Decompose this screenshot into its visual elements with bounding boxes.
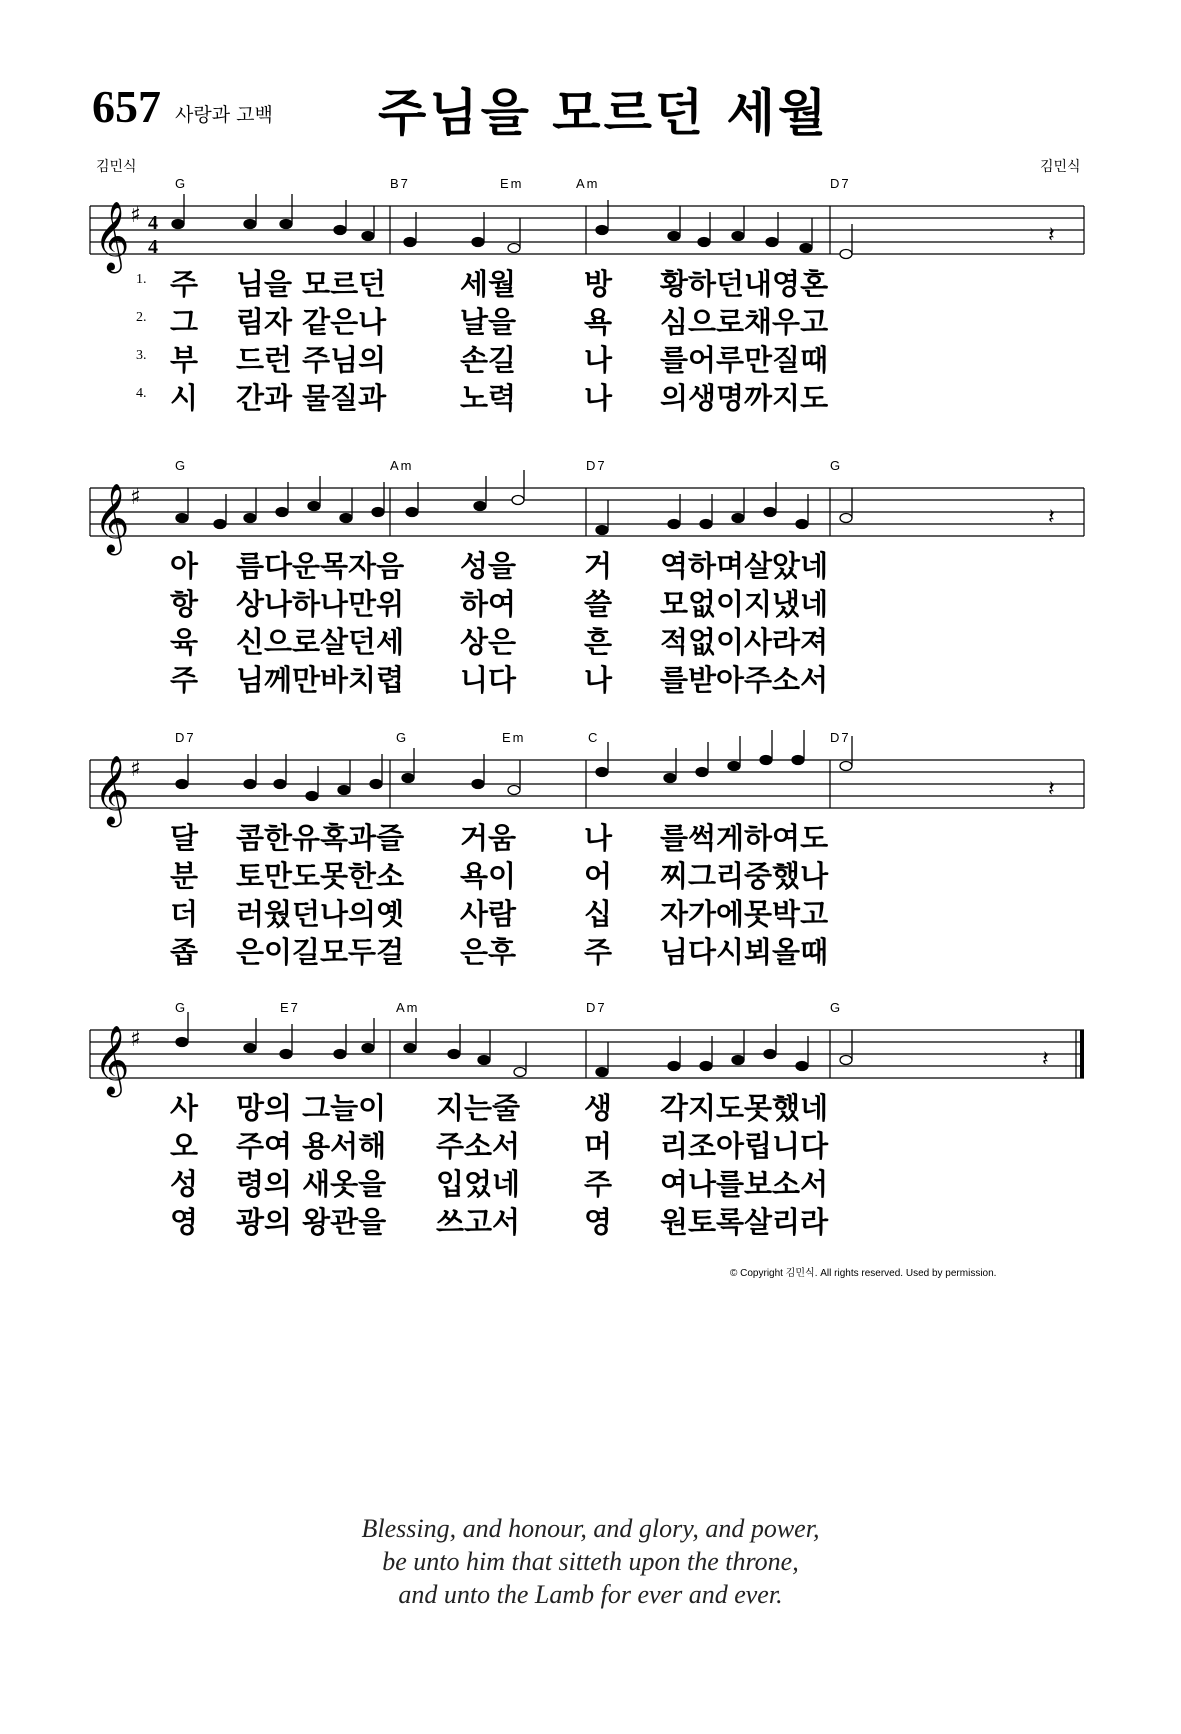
note: [596, 226, 608, 235]
lyric-phrase: 하여: [460, 587, 517, 621]
lyric-syllable: 성: [170, 1167, 199, 1201]
time-signature-bottom: 4: [148, 236, 158, 258]
note: [800, 244, 812, 253]
chord-symbol: D7: [586, 458, 607, 473]
rest: 𝄽: [1048, 505, 1055, 530]
lyric-line-verse-3: [154, 1162, 1054, 1200]
lyric-phrase: 입었네: [436, 1167, 521, 1201]
lyric-syllable: 생: [584, 1091, 613, 1125]
lyric-syllable: 나: [584, 343, 613, 377]
music-system-4: [90, 1000, 1084, 1240]
lyric-syllable: 항: [170, 587, 199, 621]
note: [732, 514, 744, 523]
verse-number: 4.: [136, 386, 147, 401]
chord-symbol: G: [396, 730, 409, 745]
chord-symbol: G: [175, 1000, 188, 1015]
lyric-line-verse-2: [136, 300, 1054, 339]
lyric-phrase: 토만도못한소: [236, 859, 405, 893]
note: [362, 1044, 374, 1053]
note: [840, 250, 852, 259]
lyric-syllable: 나: [584, 821, 613, 855]
note: [176, 1038, 188, 1047]
note: [764, 1050, 776, 1059]
chord-symbol: D7: [830, 176, 851, 191]
lyric-syllable: 주: [170, 663, 199, 697]
quote-line: be unto him that sitteth upon the throne,: [382, 1547, 799, 1576]
note: [732, 232, 744, 241]
lyric-line-verse-1: [136, 262, 1054, 301]
lyric-line-verse-2: [154, 854, 1054, 892]
note: [276, 508, 288, 517]
treble-clef: 𝄞: [94, 1025, 130, 1095]
lyric-phrase: 령의 새옷을: [236, 1167, 387, 1201]
note: [402, 774, 414, 783]
treble-clef: 𝄞: [94, 201, 130, 271]
quote-line: Blessing, and honour, and glory, and power,: [361, 1514, 820, 1543]
lyricist: 김민식: [96, 159, 137, 175]
lyric-syllable: 십: [584, 897, 613, 931]
lyric-phrase: 모없이지냈네: [660, 587, 829, 621]
chord-symbol: Am: [396, 1000, 420, 1015]
chord-symbol: C: [588, 730, 600, 745]
note: [334, 226, 346, 235]
lyric-phrase: 거움: [460, 821, 517, 855]
lyric-line-verse-4: [136, 376, 1054, 415]
lyric-phrase: 은후: [460, 935, 517, 969]
chord-symbol: B7: [390, 176, 410, 191]
lyric-phrase: 세월: [460, 267, 517, 301]
verse-number: 2.: [136, 310, 147, 325]
key-signature-sharp: ♯: [130, 203, 141, 228]
lyric-line-verse-4: [154, 658, 1054, 696]
hymn-number: 657: [92, 81, 161, 132]
chord-symbol: G: [175, 176, 188, 191]
chord-symbol: G: [830, 1000, 843, 1015]
note: [596, 1068, 608, 1077]
lyric-phrase: 주소서: [436, 1129, 521, 1163]
music-system-1: [90, 176, 1084, 416]
lyric-phrase: 적없이사라져: [660, 625, 829, 659]
note: [404, 238, 416, 247]
note: [668, 520, 680, 529]
note: [372, 508, 384, 517]
note: [280, 1050, 292, 1059]
lyric-phrase: 상은: [460, 625, 517, 659]
hymn-category: 사랑과 고백: [175, 104, 273, 126]
lyric-syllable: 영: [170, 1205, 199, 1239]
lyric-phrase: 를받아주소서: [660, 663, 829, 697]
note: [732, 1056, 744, 1065]
note: [306, 792, 318, 801]
note: [474, 502, 486, 511]
note: [176, 514, 188, 523]
lyric-syllable: 나: [584, 663, 613, 697]
lyric-phrase: 은이길모두걸: [236, 935, 405, 969]
chord-symbol: Em: [500, 176, 524, 191]
lyric-syllable: 오: [170, 1129, 199, 1163]
lyric-line-verse-2: [154, 1124, 1054, 1162]
lyric-phrase: 여나를보소서: [660, 1167, 829, 1201]
note: [406, 508, 418, 517]
hymn-title: 주님을 모르던 세월: [378, 84, 830, 142]
rest: 𝄽: [1048, 777, 1055, 802]
lyric-syllable: 주: [584, 935, 613, 969]
lyric-phrase: 님을 모르던: [236, 267, 387, 301]
scripture-quote: [0, 1512, 1181, 1611]
lyric-syllable: 욕: [584, 305, 613, 339]
lyric-syllable: 달: [170, 821, 199, 855]
music-system-3: [90, 730, 1084, 970]
lyric-phrase: 리조아립니다: [660, 1129, 829, 1163]
note: [792, 756, 804, 765]
lyric-phrase: 주여 용서해: [236, 1129, 387, 1163]
note: [764, 508, 776, 517]
lyric-phrase: 자가에못박고: [660, 897, 829, 931]
lyric-syllable: 어: [584, 859, 613, 893]
note: [244, 220, 256, 229]
lyric-syllable: 주: [170, 267, 199, 301]
note: [664, 774, 676, 783]
note: [472, 238, 484, 247]
note: [698, 238, 710, 247]
note: [308, 502, 320, 511]
lyric-phrase: 망의 그늘이: [236, 1091, 387, 1125]
lyric-syllable: 방: [584, 267, 613, 301]
note: [508, 244, 520, 253]
lyric-phrase: 각지도못했네: [660, 1091, 829, 1125]
copyright-notice: © Copyright 김민식. All rights reserved. Used by permission.: [730, 1268, 997, 1279]
lyric-syllable: 흔: [584, 625, 613, 659]
lyric-syllable: 좁: [170, 935, 199, 969]
note: [840, 514, 852, 523]
lyric-phrase: 간과 물질과: [236, 381, 387, 415]
note: [840, 762, 852, 771]
final-barline: [1080, 1030, 1084, 1078]
note: [214, 520, 226, 529]
note: [478, 1056, 490, 1065]
lyric-syllable: 영: [584, 1205, 613, 1239]
note: [244, 514, 256, 523]
lyric-phrase: 노력: [460, 381, 517, 415]
lyric-phrase: 황하던내영혼: [660, 267, 829, 301]
note: [340, 514, 352, 523]
lyric-phrase: 님다시뵈올때: [660, 935, 829, 969]
verse-number: 1.: [136, 272, 147, 287]
lyric-phrase: 날을: [460, 305, 517, 339]
lyric-syllable: 나: [584, 381, 613, 415]
lyric-line-verse-2: [154, 582, 1054, 620]
lyric-phrase: 찌그리중했나: [660, 859, 829, 893]
note: [766, 238, 778, 247]
note: [448, 1050, 460, 1059]
lyric-phrase: 쓰고서: [436, 1205, 521, 1239]
lyric-phrase: 광의 왕관을: [236, 1205, 387, 1239]
rest: 𝄽: [1042, 1047, 1049, 1072]
lyric-phrase: 지는줄: [436, 1091, 521, 1125]
lyric-syllable: 분: [170, 859, 199, 893]
composer: 김민식: [1040, 159, 1081, 175]
lyric-phrase: 신으로살던세: [236, 625, 405, 659]
lyric-phrase: 상나하나만위: [236, 587, 405, 621]
lyric-phrase: 를썩게하여도: [660, 821, 829, 855]
lyric-phrase: 콤한유혹과즐: [236, 821, 405, 855]
lyric-phrase: 드런 주님의: [236, 343, 387, 377]
lyric-syllable: 아: [170, 549, 199, 583]
lyric-phrase: 름다운목자음: [236, 549, 405, 583]
lyric-line-verse-3: [154, 620, 1054, 658]
lyric-syllable: 머: [584, 1129, 613, 1163]
note: [362, 232, 374, 241]
lyric-line-verse-1: [154, 816, 1054, 854]
note: [668, 232, 680, 241]
chord-symbol: E7: [280, 1000, 300, 1015]
note: [796, 520, 808, 529]
lyric-phrase: 심으로채우고: [660, 305, 829, 339]
note: [728, 762, 740, 771]
lyric-syllable: 사: [170, 1091, 199, 1125]
music-system-2: [90, 458, 1084, 698]
note: [596, 768, 608, 777]
lyric-phrase: 손길: [460, 343, 517, 377]
lyric-phrase: 니다: [460, 663, 517, 697]
lyric-syllable: 쓸: [584, 587, 613, 621]
note: [274, 780, 286, 789]
lyric-line-verse-1: [154, 544, 1054, 582]
note: [596, 526, 608, 535]
note: [668, 1062, 680, 1071]
lyric-phrase: 님께만바치렵: [236, 663, 405, 697]
chord-symbol: D7: [830, 730, 851, 745]
note: [840, 1056, 852, 1065]
lyric-phrase: 를어루만질때: [660, 343, 829, 377]
note: [512, 496, 524, 505]
key-signature-sharp: ♯: [130, 757, 141, 782]
lyric-syllable: 시: [170, 381, 199, 415]
lyric-line-verse-1: [154, 1086, 1054, 1124]
note: [760, 756, 772, 765]
chord-symbol: G: [175, 458, 188, 473]
lyric-syllable: 거: [584, 549, 613, 583]
lyric-phrase: 림자 같은나: [236, 305, 387, 339]
note: [334, 1050, 346, 1059]
note: [338, 786, 350, 795]
note: [404, 1044, 416, 1053]
note: [796, 1062, 808, 1071]
lyric-phrase: 욕이: [460, 859, 517, 893]
note: [172, 220, 184, 229]
note: [472, 780, 484, 789]
note: [508, 786, 520, 795]
rest: 𝄽: [1048, 223, 1055, 248]
note: [280, 220, 292, 229]
time-signature-top: 4: [148, 212, 158, 234]
note: [370, 780, 382, 789]
lyric-phrase: 성을: [460, 549, 517, 583]
note: [696, 768, 708, 777]
chord-symbol: Am: [576, 176, 600, 191]
lyric-line-verse-3: [136, 338, 1054, 377]
chord-symbol: Em: [502, 730, 526, 745]
lyric-syllable: 주: [584, 1167, 613, 1201]
note: [700, 1062, 712, 1071]
lyric-syllable: 그: [170, 305, 199, 339]
note: [514, 1068, 526, 1077]
note: [244, 1044, 256, 1053]
lyric-line-verse-3: [154, 892, 1054, 930]
lyric-syllable: 부: [170, 343, 199, 377]
lyric-syllable: 더: [170, 897, 199, 931]
chord-symbol: G: [830, 458, 843, 473]
lyric-phrase: 사람: [460, 897, 517, 931]
lyric-phrase: 원토록살리라: [660, 1205, 829, 1239]
lyric-line-verse-4: [154, 930, 1054, 968]
key-signature-sharp: ♯: [130, 1027, 141, 1052]
chord-symbol: D7: [175, 730, 196, 745]
treble-clef: 𝄞: [94, 755, 130, 825]
treble-clef: 𝄞: [94, 483, 130, 553]
lyric-phrase: 의생명까지도: [660, 381, 829, 415]
lyric-line-verse-4: [154, 1200, 1054, 1238]
chord-symbol: D7: [586, 1000, 607, 1015]
lyric-phrase: 러웠던나의옛: [236, 897, 405, 931]
note: [244, 780, 256, 789]
quote-line: and unto the Lamb for ever and ever.: [398, 1580, 783, 1609]
key-signature-sharp: ♯: [130, 485, 141, 510]
note: [176, 780, 188, 789]
lyric-syllable: 육: [170, 625, 199, 659]
lyric-phrase: 역하며살았네: [660, 549, 829, 583]
note: [700, 520, 712, 529]
verse-number: 3.: [136, 348, 147, 363]
chord-symbol: Am: [390, 458, 414, 473]
